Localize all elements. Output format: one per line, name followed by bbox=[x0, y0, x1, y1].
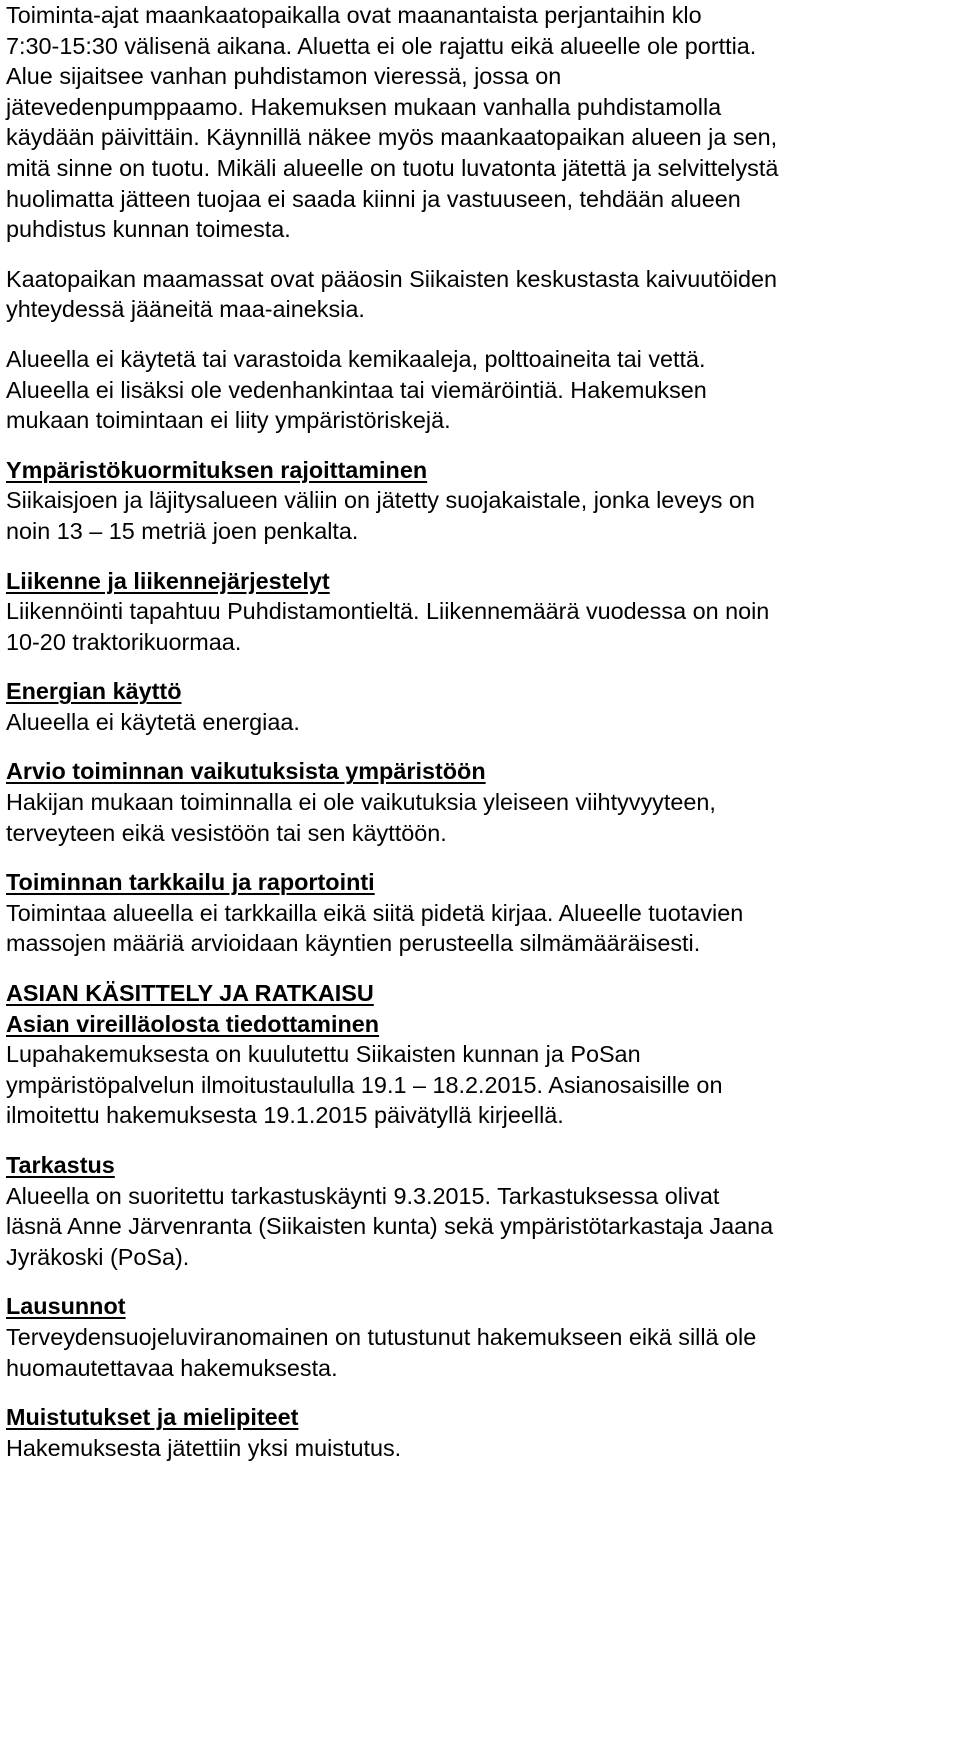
section-emission-limitation bbox=[6, 455, 956, 547]
text-line: Siikaisjoen ja läjitysalueen väliin on jätetty suojakaistale, jonka leveys on bbox=[6, 487, 755, 514]
text-line: Terveydensuojeluviranomainen on tutustunut hakemukseen eikä sillä ole bbox=[6, 1323, 757, 1350]
section-heading: Muistutukset ja mielipiteet bbox=[6, 1404, 299, 1431]
text-line: Liikennöinti tapahtuu Puhdistamontieltä. Liikennemäärä vuodessa on noin bbox=[6, 598, 770, 625]
section-heading: Toiminnan tarkkailu ja raportointi bbox=[6, 869, 375, 896]
text-line: huomautettavaa hakemuksesta. bbox=[6, 1354, 338, 1381]
section-statements bbox=[6, 1291, 956, 1383]
text-line: läsnä Anne Järvenranta (Siikaisten kunta) sekä ympäristötarkastaja Jaana bbox=[6, 1213, 774, 1240]
text-line: Lupahakemuksesta on kuulutettu Siikaisten kunnan ja PoSan bbox=[6, 1041, 641, 1068]
section-traffic bbox=[6, 566, 956, 658]
text-line: Kaatopaikan maamassat ovat pääosin Siikaisten keskustasta kaivuutöiden bbox=[6, 265, 778, 292]
paragraph-chemicals bbox=[6, 344, 956, 436]
text-line: Alueella ei lisäksi ole vedenhankintaa tai viemäröintiä. Hakemuksen bbox=[6, 376, 707, 403]
subsection-heading: Asian vireilläolosta tiedottaminen bbox=[6, 1010, 380, 1037]
paragraph-soil-masses bbox=[6, 264, 956, 325]
text-line: Toimintaa alueella ei tarkkailla eikä siitä pidetä kirjaa. Alueelle tuotavien bbox=[6, 899, 744, 926]
text-line: 10-20 traktorikuormaa. bbox=[6, 628, 242, 655]
text-line: Hakemuksesta jätettiin yksi muistutus. bbox=[6, 1434, 402, 1461]
text-line: mukaan toimintaan ei liity ympäristöriskejä. bbox=[6, 407, 451, 434]
section-energy bbox=[6, 676, 956, 737]
text-line: Alueella on suoritettu tarkastuskäynti 9.3.2015. Tarkastuksessa olivat bbox=[6, 1182, 720, 1209]
text-line: yhteydessä jääneitä maa-aineksia. bbox=[6, 296, 365, 323]
text-line: Hakijan mukaan toiminnalla ei ole vaikutuksia yleiseen viihtyvyyteen, bbox=[6, 789, 716, 816]
section-monitoring bbox=[6, 867, 956, 959]
section-heading: Energian käyttö bbox=[6, 678, 182, 705]
text-line: puhdistus kunnan toimesta. bbox=[6, 216, 291, 243]
text-line: mitä sinne on tuotu. Mikäli alueelle on tuotu luvatonta jätettä ja selvittelystä bbox=[6, 154, 779, 181]
text-line: ilmoitettu hakemuksesta 19.1.2015 päivätyllä kirjeellä. bbox=[6, 1102, 564, 1129]
text-line: Alue sijaitsee vanhan puhdistamon vieressä, jossa on bbox=[6, 63, 562, 90]
text-line: massojen määriä arvioidaan käyntien perusteella silmämääräisesti. bbox=[6, 930, 701, 957]
text-line: käydään päivittäin. Käynnillä näkee myös maankaatopaikan alueen ja sen, bbox=[6, 124, 778, 151]
section-heading: ASIAN KÄSITTELY JA RATKAISU bbox=[6, 980, 374, 1007]
text-line: terveyteen eikä vesistöön tai sen käyttöön. bbox=[6, 819, 447, 846]
section-heading: Tarkastus bbox=[6, 1152, 115, 1178]
text-line: Toiminta-ajat maankaatopaikalla ovat maanantaista perjantaihin klo bbox=[6, 2, 702, 28]
section-objections bbox=[6, 1402, 956, 1463]
text-line: Alueella ei käytetä energiaa. bbox=[6, 708, 300, 735]
section-heading: Lausunnot bbox=[6, 1293, 126, 1320]
section-impact-assessment bbox=[6, 756, 956, 848]
document-page bbox=[6, 0, 956, 1463]
text-line: Alueella ei käytetä tai varastoida kemikaaleja, polttoaineita tai vettä. bbox=[6, 345, 706, 372]
section-heading: Ympäristökuormituksen rajoittaminen bbox=[6, 456, 428, 483]
text-line: 7:30-15:30 välisenä aikana. Aluetta ei ole rajattu eikä alueelle ole porttia. bbox=[6, 32, 757, 59]
section-heading: Arvio toiminnan vaikutuksista ympäristöön bbox=[6, 758, 486, 785]
text-line: Jyräkoski (PoSa). bbox=[6, 1243, 190, 1270]
text-line: huolimatta jätteen tuojaa ei saada kiinni ja vastuuseen, tehdään alueen bbox=[6, 185, 741, 212]
text-line: ympäristöpalvelun ilmoitustaululla 19.1 – 18.2.2015. Asianosaisille on bbox=[6, 1071, 723, 1098]
text-line: jätevedenpumppaamo. Hakemuksen mukaan vanhalla puhdistamolla bbox=[6, 93, 722, 120]
section-case-processing bbox=[6, 978, 956, 1131]
section-inspection bbox=[6, 1150, 956, 1272]
paragraph-operating-hours bbox=[6, 0, 956, 245]
section-heading: Liikenne ja liikennejärjestelyt bbox=[6, 567, 330, 594]
text-line: noin 13 – 15 metriä joen penkalta. bbox=[6, 517, 359, 544]
